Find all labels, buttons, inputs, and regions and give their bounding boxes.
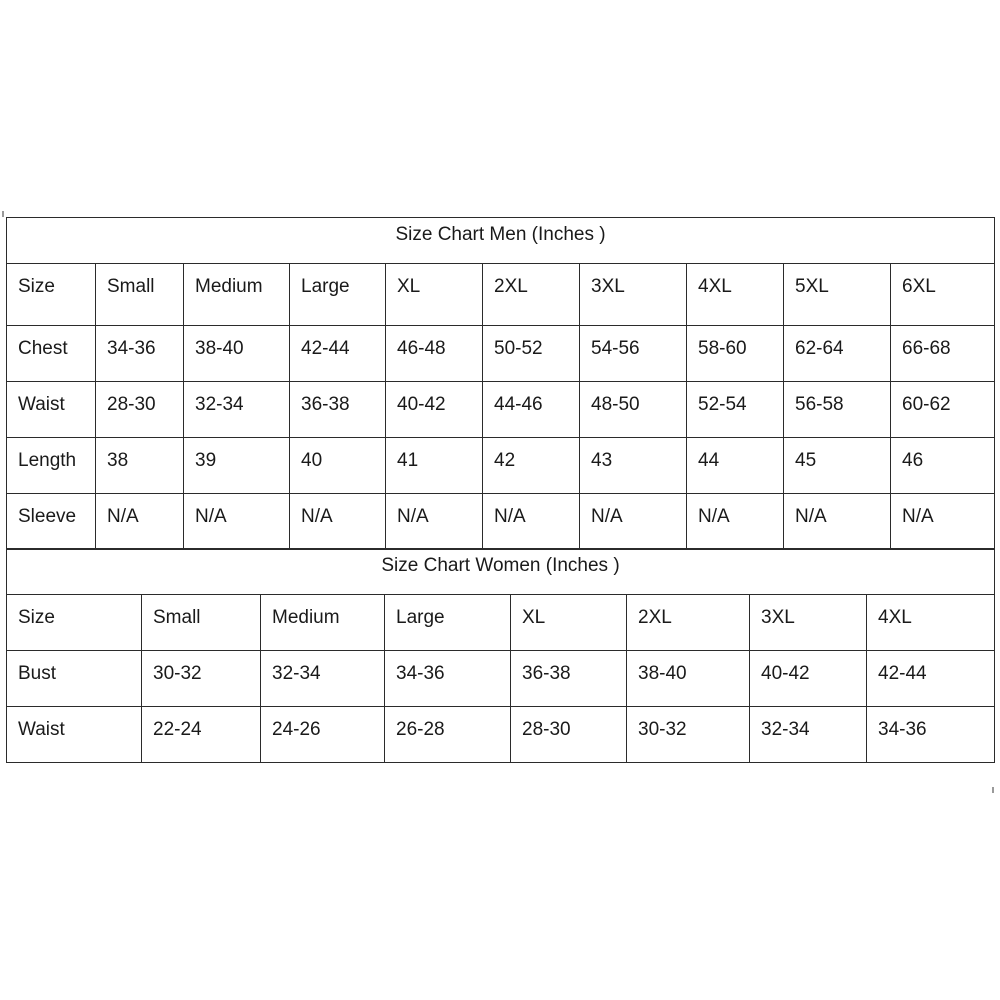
men-table-cell: N/A bbox=[687, 494, 784, 550]
women-row-label: Waist bbox=[7, 707, 142, 763]
women-size-header: XL bbox=[511, 595, 627, 651]
women-table-cell: 30-32 bbox=[142, 651, 261, 707]
men-table-cell: 52-54 bbox=[687, 382, 784, 438]
men-table-cell: 34-36 bbox=[96, 326, 184, 382]
men-table-cell: 50-52 bbox=[483, 326, 580, 382]
women-size-header: 2XL bbox=[627, 595, 750, 651]
men-size-header: 2XL bbox=[483, 264, 580, 326]
men-table-cell: 40-42 bbox=[386, 382, 483, 438]
women-size-header: 4XL bbox=[867, 595, 995, 651]
women-table-cell: 38-40 bbox=[627, 651, 750, 707]
men-table-row bbox=[7, 326, 995, 382]
men-table-cell: 48-50 bbox=[580, 382, 687, 438]
men-table-cell: 58-60 bbox=[687, 326, 784, 382]
men-table-row bbox=[7, 494, 995, 550]
women-header-row bbox=[7, 595, 995, 651]
women-size-header: 3XL bbox=[750, 595, 867, 651]
men-table-cell: 66-68 bbox=[891, 326, 995, 382]
men-table-cell: N/A bbox=[580, 494, 687, 550]
size-chart-sheet bbox=[6, 217, 994, 763]
women-table-cell: 28-30 bbox=[511, 707, 627, 763]
men-table-cell: 38 bbox=[96, 438, 184, 494]
men-table-cell: 46 bbox=[891, 438, 995, 494]
men-table-cell: N/A bbox=[483, 494, 580, 550]
men-size-header: Small bbox=[96, 264, 184, 326]
men-row-label: Waist bbox=[7, 382, 96, 438]
men-header-row bbox=[7, 264, 995, 326]
corner-mark bbox=[992, 787, 994, 793]
men-table-cell: 42-44 bbox=[290, 326, 386, 382]
women-table-row bbox=[7, 707, 995, 763]
men-table-cell: 39 bbox=[184, 438, 290, 494]
women-size-header: Medium bbox=[261, 595, 385, 651]
corner-mark bbox=[2, 211, 4, 217]
women-table-row bbox=[7, 651, 995, 707]
men-table-cell: N/A bbox=[96, 494, 184, 550]
women-row-label: Bust bbox=[7, 651, 142, 707]
women-chart-title: Size Chart Women (Inches ) bbox=[7, 549, 995, 595]
men-table-cell: 62-64 bbox=[784, 326, 891, 382]
men-size-header: Medium bbox=[184, 264, 290, 326]
men-table-cell: 32-34 bbox=[184, 382, 290, 438]
women-table-cell: 42-44 bbox=[867, 651, 995, 707]
men-table-cell: N/A bbox=[184, 494, 290, 550]
women-table-cell: 30-32 bbox=[627, 707, 750, 763]
men-table-cell: 40 bbox=[290, 438, 386, 494]
men-table-cell: 46-48 bbox=[386, 326, 483, 382]
women-table-cell: 34-36 bbox=[385, 651, 511, 707]
women-table-cell: 26-28 bbox=[385, 707, 511, 763]
men-row-label: Chest bbox=[7, 326, 96, 382]
men-table-cell: 54-56 bbox=[580, 326, 687, 382]
women-table-cell: 32-34 bbox=[261, 651, 385, 707]
men-size-table bbox=[6, 217, 995, 550]
men-table-cell: 38-40 bbox=[184, 326, 290, 382]
men-table-cell: 28-30 bbox=[96, 382, 184, 438]
men-table-cell: N/A bbox=[290, 494, 386, 550]
men-size-header: 4XL bbox=[687, 264, 784, 326]
women-table-cell: 24-26 bbox=[261, 707, 385, 763]
men-table-cell: N/A bbox=[386, 494, 483, 550]
men-table-cell: 45 bbox=[784, 438, 891, 494]
women-table-cell: 32-34 bbox=[750, 707, 867, 763]
men-table-cell: N/A bbox=[891, 494, 995, 550]
men-table-cell: 60-62 bbox=[891, 382, 995, 438]
men-table-cell: 41 bbox=[386, 438, 483, 494]
men-table-cell: 44 bbox=[687, 438, 784, 494]
men-table-cell: N/A bbox=[784, 494, 891, 550]
women-size-header: Small bbox=[142, 595, 261, 651]
men-table-row bbox=[7, 382, 995, 438]
women-header-label: Size bbox=[7, 595, 142, 651]
men-size-header: Large bbox=[290, 264, 386, 326]
men-table-row bbox=[7, 438, 995, 494]
men-table-cell: 42 bbox=[483, 438, 580, 494]
women-size-table bbox=[6, 548, 995, 763]
men-row-label: Sleeve bbox=[7, 494, 96, 550]
men-table-cell: 44-46 bbox=[483, 382, 580, 438]
men-size-header: XL bbox=[386, 264, 483, 326]
women-table-cell: 22-24 bbox=[142, 707, 261, 763]
men-table-cell: 43 bbox=[580, 438, 687, 494]
men-table-cell: 36-38 bbox=[290, 382, 386, 438]
men-size-header: 6XL bbox=[891, 264, 995, 326]
women-title-row bbox=[7, 549, 995, 595]
men-title-row bbox=[7, 218, 995, 264]
men-table-cell: 56-58 bbox=[784, 382, 891, 438]
women-size-header: Large bbox=[385, 595, 511, 651]
women-table-cell: 34-36 bbox=[867, 707, 995, 763]
men-size-header: 5XL bbox=[784, 264, 891, 326]
men-row-label: Length bbox=[7, 438, 96, 494]
women-table-cell: 36-38 bbox=[511, 651, 627, 707]
men-size-header: 3XL bbox=[580, 264, 687, 326]
men-header-label: Size bbox=[7, 264, 96, 326]
men-chart-title: Size Chart Men (Inches ) bbox=[7, 218, 995, 264]
women-table-cell: 40-42 bbox=[750, 651, 867, 707]
